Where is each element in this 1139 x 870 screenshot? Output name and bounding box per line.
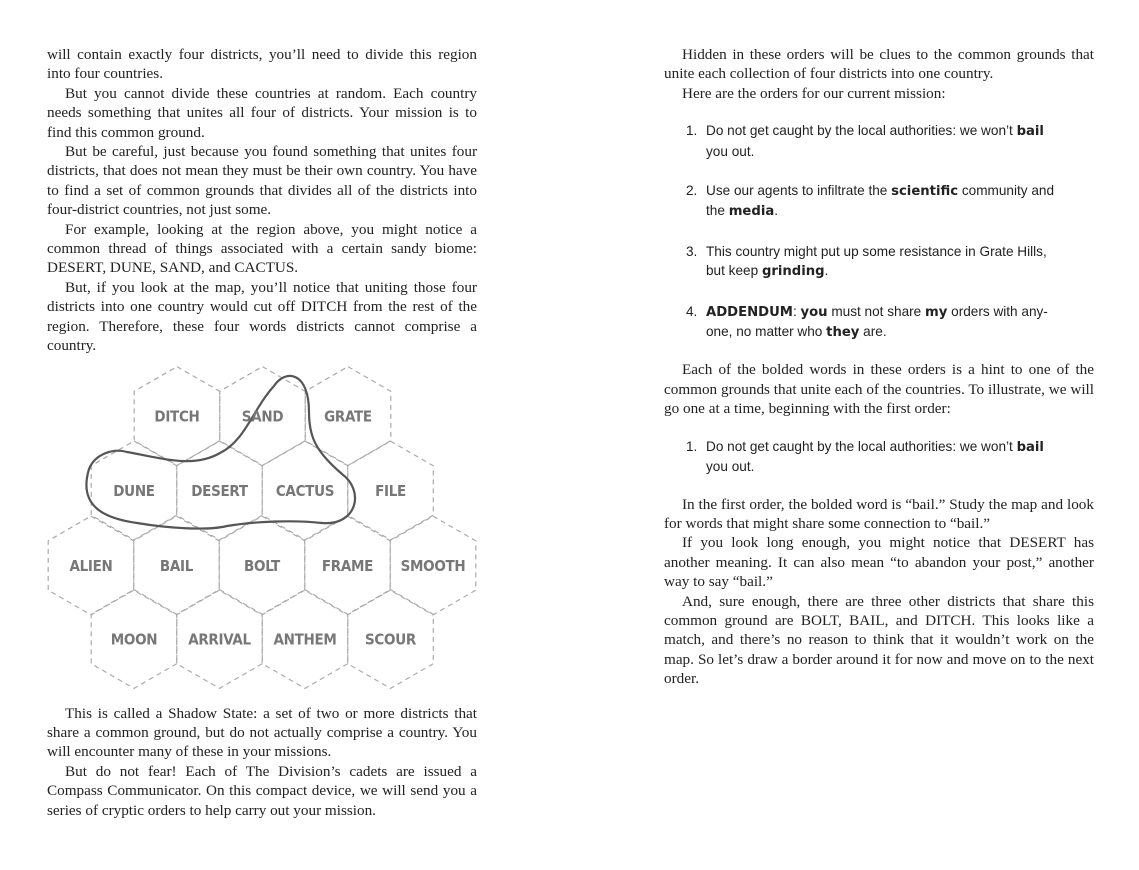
orders-list [664, 437, 1094, 477]
paragraph: For example, looking at the region above, you might notice a common thread of things associated with a certain sandy biome: DESERT, DUNE, SAND, and CACTUS. [47, 220, 477, 277]
paragraph: Here are the orders for our current mission: [682, 84, 946, 102]
district-label: SCOUR [365, 630, 416, 648]
district-label: BOLT [244, 556, 280, 575]
district-label: ANTHEM [273, 630, 337, 648]
paragraph: In the first order, the bolded word is “bail.” Study the map and look for words that might share some connection to “bail.” [664, 495, 1094, 532]
district-label: FILE [375, 481, 406, 500]
shadow-state-border [86, 375, 355, 528]
orders-list [664, 121, 1094, 342]
paragraph: But you cannot divide these countries at random. Each country needs something that unites all four of districts. Your mission is to find this common ground. [47, 84, 477, 141]
order-text: Do not get caught by the local authorities: we won’t bail you out. [706, 438, 1044, 475]
paragraph: But do not fear! Each of The Division’s cadets are issued a Compass Communicator. On this compact device, we will send you a series of cryptic orders to help carry out your mission. [47, 762, 477, 819]
district-label: ARRIVAL [188, 630, 251, 648]
paragraph: If you look long enough, you might notice that DESERT has another meaning. It can also mean “to abandon your post,” another way to say “bail.” [664, 534, 1094, 591]
paragraph: Hidden in these orders will be clues to the common grounds that unite each collection of four districts into one country. [664, 46, 1094, 83]
left-page [47, 45, 477, 820]
district-label: ALIEN [69, 556, 113, 575]
order-number: 2. [686, 183, 698, 199]
order-item [686, 242, 1056, 282]
paragraph: But, if you look at the map, you’ll notice that uniting those four districts into one country would cut off DITCH from the rest of the region. Therefore, these four words districts cannot comprise a country. [47, 278, 477, 355]
district-label: SAND [241, 407, 284, 425]
paragraph: Each of the bolded words in these orders is a hint to one of the common grounds that unite each of the countries. To illustrate, we will go one at a time, beginning with the first order: [664, 361, 1094, 418]
order-text: ADDENDUM: you must not share my orders with any-one, no matter who they are. [706, 303, 1048, 341]
order-item [686, 302, 1056, 343]
district-label: DITCH [154, 407, 200, 425]
order-number: 1. [686, 123, 698, 139]
order-text: Do not get caught by the local authorities: we won’t bail you out. [706, 123, 1044, 159]
order-text: Use our agents to infiltrate the scientific community and the media. [706, 183, 1055, 220]
hex-map [47, 366, 479, 696]
order-item [686, 181, 1056, 222]
district-label: DESERT [191, 481, 248, 500]
district-label: FRAME [321, 556, 374, 575]
district-label: DUNE [113, 481, 155, 500]
district-label: MOON [110, 630, 158, 648]
district-label: SMOOTH [400, 556, 466, 575]
paragraph: And, sure enough, there are three other districts that share this common ground are BOLT, BAIL, and DITCH. This looks like a match, and there’s no reason to think that it wouldn’t work on the map. So let’s draw a border around it for now and move on to the next order. [664, 592, 1094, 688]
district-label: GRATE [324, 407, 372, 425]
right-page [664, 45, 1094, 689]
order-text: This country might put up some resistance in Grate Hills, but keep grinding. [706, 243, 1047, 280]
district-label: BAIL [159, 556, 194, 575]
district-label: CACTUS [275, 481, 335, 500]
order-number: 1. [686, 438, 698, 454]
order-item [686, 437, 1056, 477]
order-item [686, 121, 1056, 161]
paragraph: This is called a Shadow State: a set of two or more districts that share a common ground, but do not actually comprise a country. You will encounter many of these in your missions. [47, 704, 477, 761]
order-number: 4. [686, 303, 698, 319]
paragraph: will contain exactly four districts, you’ll need to divide this region into four countries. [47, 46, 477, 83]
paragraph: But be careful, just because you found something that unites four districts, that does not mean they must be their own country. You have to find a set of common grounds that divides all of the districts into four-district countries, not just some. [47, 143, 477, 219]
order-number: 3. [686, 243, 698, 259]
